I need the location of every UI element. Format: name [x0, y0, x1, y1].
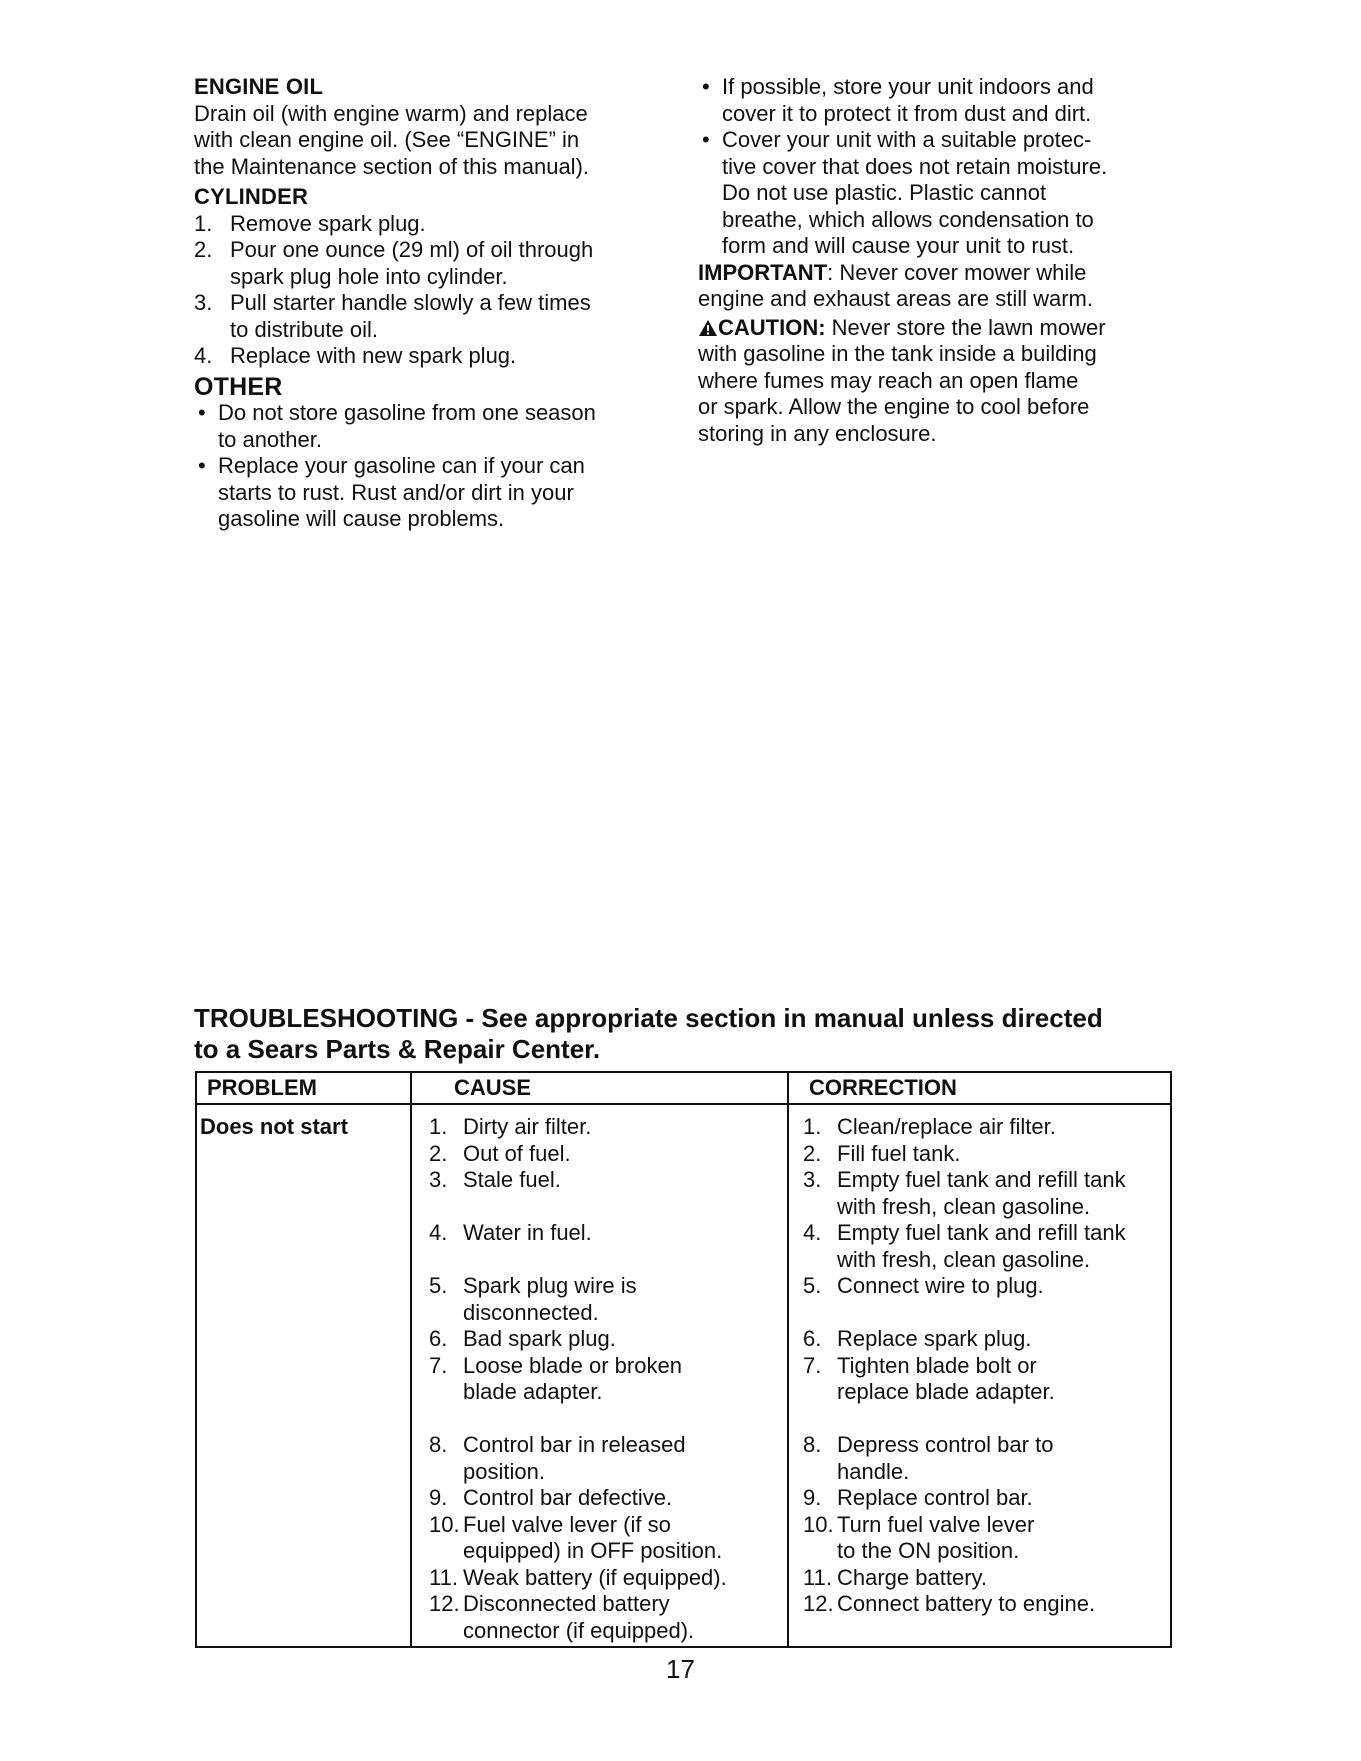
caution-text: Never store the lawn mower [825, 314, 1106, 340]
item-text: equipped) in OFF position. [463, 1538, 723, 1563]
engine-oil-heading: ENGINE OIL [194, 74, 324, 99]
cause-item [429, 1512, 779, 1565]
item-number: 6. [803, 1326, 822, 1351]
correction-item [803, 1326, 1171, 1353]
bullet-text: tive cover that does not retain moisture. [722, 153, 1108, 179]
cause-column [429, 1114, 779, 1644]
caution-text: with gasoline in the tank inside a building [698, 341, 1097, 366]
correction-item [803, 1220, 1171, 1273]
item-number: 2. [429, 1140, 448, 1166]
bullet-text: starts to rust. Rust and/or dirt in your [218, 479, 574, 505]
troubleshooting-heading-line: to a Sears Parts & Repair Center. [194, 1034, 601, 1064]
step-text: to distribute oil. [230, 316, 378, 342]
bullet-text: cover it to protect it from dust and dirt. [722, 100, 1092, 126]
correction-item [803, 1485, 1171, 1512]
bullet-icon: • [198, 453, 206, 478]
header-cause: CAUSE [454, 1075, 532, 1100]
caution-text: where fumes may reach an open flame [698, 367, 1079, 393]
item-text: Control bar in released [463, 1432, 686, 1457]
item-text: Disconnected battery [463, 1591, 670, 1616]
step-number: 1. [194, 210, 213, 236]
item-text: Charge battery. [837, 1564, 988, 1590]
item-number: 4. [429, 1220, 448, 1245]
item-text [463, 1194, 779, 1221]
step-text: Replace with new spark plug. [230, 343, 517, 368]
step-text: spark plug hole into cylinder. [230, 263, 508, 289]
header-divider [197, 1103, 1170, 1105]
cause-item [429, 1432, 779, 1485]
item-text: Replace control bar. [837, 1485, 1033, 1510]
item-text: Fill fuel tank. [837, 1140, 961, 1166]
other-bullet [194, 453, 664, 533]
bullet-icon: • [702, 74, 710, 99]
cylinder-step [194, 343, 664, 370]
step-text: Pull starter handle slowly a few times [230, 290, 591, 315]
item-text: Control bar defective. [463, 1485, 673, 1510]
cause-item [429, 1167, 779, 1220]
item-number: 6. [429, 1326, 448, 1351]
item-text: Connect wire to plug. [837, 1273, 1044, 1298]
item-number: 3. [803, 1167, 822, 1192]
correction-column [803, 1114, 1171, 1644]
item-text: Replace spark plug. [837, 1326, 1032, 1351]
item-number: 3. [429, 1167, 448, 1192]
important-note [698, 260, 1178, 287]
page-number: 17 [666, 1654, 695, 1684]
correction-item [803, 1167, 1171, 1220]
item-text: blade adapter. [463, 1379, 603, 1404]
other-bullet [194, 400, 664, 453]
item-text: Fuel valve lever (if so [463, 1511, 671, 1537]
correction-item [803, 1565, 1171, 1592]
correction-item [803, 1141, 1171, 1168]
correction-item [803, 1114, 1171, 1141]
step-text: Remove spark plug. [230, 210, 426, 236]
bullet-icon: • [702, 127, 710, 152]
item-number: 10. [429, 1511, 460, 1537]
correction-item [803, 1512, 1171, 1565]
bullet-text: Cover your unit with a suitable protec- [722, 127, 1092, 152]
caution-note [698, 315, 1178, 342]
important-label: IMPORTANT [698, 259, 828, 285]
engine-oil-line: Drain oil (with engine warm) and replace [194, 100, 588, 126]
column-divider [410, 1073, 412, 1646]
header-problem: PROBLEM [207, 1075, 317, 1100]
header-correction: CORRECTION [809, 1075, 957, 1100]
right-column [698, 74, 1178, 447]
item-number: 7. [803, 1352, 822, 1378]
step-number: 4. [194, 343, 213, 368]
item-text: Empty fuel tank and refill tank [837, 1167, 1126, 1192]
row-spacer [803, 1406, 1171, 1433]
correction-item [803, 1353, 1171, 1406]
engine-oil-line: with clean engine oil. (See “ENGINE” in [194, 127, 580, 152]
item-number: 9. [803, 1485, 822, 1510]
item-text: Connect battery to engine. [837, 1591, 1096, 1616]
row-spacer [429, 1406, 779, 1433]
item-number: 8. [803, 1432, 822, 1457]
correction-item [803, 1432, 1171, 1485]
item-number: 1. [429, 1114, 448, 1139]
item-number: 5. [803, 1273, 822, 1298]
item-text [463, 1247, 779, 1274]
cause-item [429, 1565, 779, 1592]
item-number: 11. [429, 1564, 458, 1590]
item-number: 11. [803, 1564, 832, 1590]
item-number: 5. [429, 1273, 448, 1298]
warning-triangle-icon [698, 319, 718, 337]
item-text: Clean/replace air filter. [837, 1114, 1056, 1139]
step-number: 3. [194, 290, 213, 315]
item-text: Loose blade or broken [463, 1352, 682, 1378]
problem-cell: Does not start [200, 1114, 348, 1139]
item-number: 8. [429, 1432, 448, 1457]
bullet-text: Do not use plastic. Plastic cannot [722, 180, 1047, 205]
item-number: 4. [803, 1220, 822, 1245]
bullet-icon: • [198, 400, 206, 425]
item-number: 1. [803, 1114, 822, 1139]
item-text: Stale fuel. [463, 1167, 561, 1192]
cylinder-step [194, 211, 664, 238]
caution-text: storing in any enclosure. [698, 420, 937, 446]
item-text: connector (if equipped). [463, 1617, 695, 1643]
item-number: 9. [429, 1485, 448, 1510]
cylinder-heading: CYLINDER [194, 184, 309, 209]
storage-bullet [698, 74, 1178, 127]
item-text: to the ON position. [837, 1538, 1020, 1563]
cause-item [429, 1326, 779, 1353]
important-text: : Never cover mower while [827, 259, 1087, 285]
cylinder-step [194, 237, 664, 290]
item-text: Spark plug wire is [463, 1273, 637, 1298]
cylinder-step [194, 290, 664, 343]
item-text: Tighten blade bolt or [837, 1352, 1037, 1378]
cause-item [429, 1220, 779, 1273]
cause-item [429, 1591, 779, 1644]
item-text: Out of fuel. [463, 1140, 571, 1166]
bullet-text: gasoline will cause problems. [218, 506, 505, 531]
item-text: with fresh, clean gasoline. [837, 1246, 1091, 1272]
item-text: Turn fuel valve lever [837, 1511, 1035, 1537]
cause-item [429, 1273, 779, 1326]
correction-item [803, 1591, 1171, 1644]
item-text: position. [463, 1458, 545, 1484]
troubleshooting-table [195, 1071, 1172, 1648]
item-number: 2. [803, 1140, 822, 1166]
bullet-text: Do not store gasoline from one season [218, 400, 596, 425]
step-text: Pour one ounce (29 ml) of oil through [230, 237, 594, 262]
engine-oil-line: the Maintenance section of this manual). [194, 153, 590, 179]
other-heading: OTHER [194, 372, 283, 401]
item-number: 12. [803, 1591, 834, 1616]
item-text: Empty fuel tank and refill tank [837, 1220, 1126, 1245]
bullet-text: breathe, which allows condensation to [722, 206, 1094, 232]
bullet-text: Replace your gasoline can if your can [218, 453, 585, 478]
correction-item [803, 1273, 1171, 1326]
item-number: 10. [803, 1511, 834, 1537]
caution-label: CAUTION: [718, 314, 826, 340]
cause-item [429, 1353, 779, 1406]
item-text: handle. [837, 1458, 910, 1484]
bullet-text: form and will cause your unit to rust. [722, 233, 1075, 258]
item-text: replace blade adapter. [837, 1379, 1055, 1404]
column-divider [787, 1073, 789, 1646]
troubleshooting-heading-line: TROUBLESHOOTING - See appropriate section in manual unless directed [194, 1003, 1103, 1033]
bullet-text: to another. [218, 426, 322, 452]
item-text [837, 1300, 1171, 1327]
cause-item [429, 1141, 779, 1168]
step-number: 2. [194, 237, 213, 262]
item-number: 7. [429, 1352, 448, 1378]
cause-item [429, 1114, 779, 1141]
troubleshooting-heading [194, 1003, 1194, 1065]
item-number: 12. [429, 1591, 460, 1616]
item-text: Weak battery (if equipped). [463, 1564, 727, 1590]
caution-text: or spark. Allow the engine to cool before [698, 394, 1090, 419]
important-text: engine and exhaust areas are still warm. [698, 286, 1093, 311]
item-text: Water in fuel. [463, 1220, 592, 1245]
item-text: with fresh, clean gasoline. [837, 1193, 1091, 1219]
storage-bullet [698, 127, 1178, 260]
item-text [837, 1618, 1171, 1645]
item-text: Bad spark plug. [463, 1326, 616, 1351]
item-text: Depress control bar to [837, 1432, 1054, 1457]
item-text: disconnected. [463, 1299, 599, 1325]
left-column [194, 74, 664, 533]
item-text: Dirty air filter. [463, 1114, 592, 1139]
bullet-text: If possible, store your unit indoors and [722, 74, 1094, 99]
cause-item [429, 1485, 779, 1512]
